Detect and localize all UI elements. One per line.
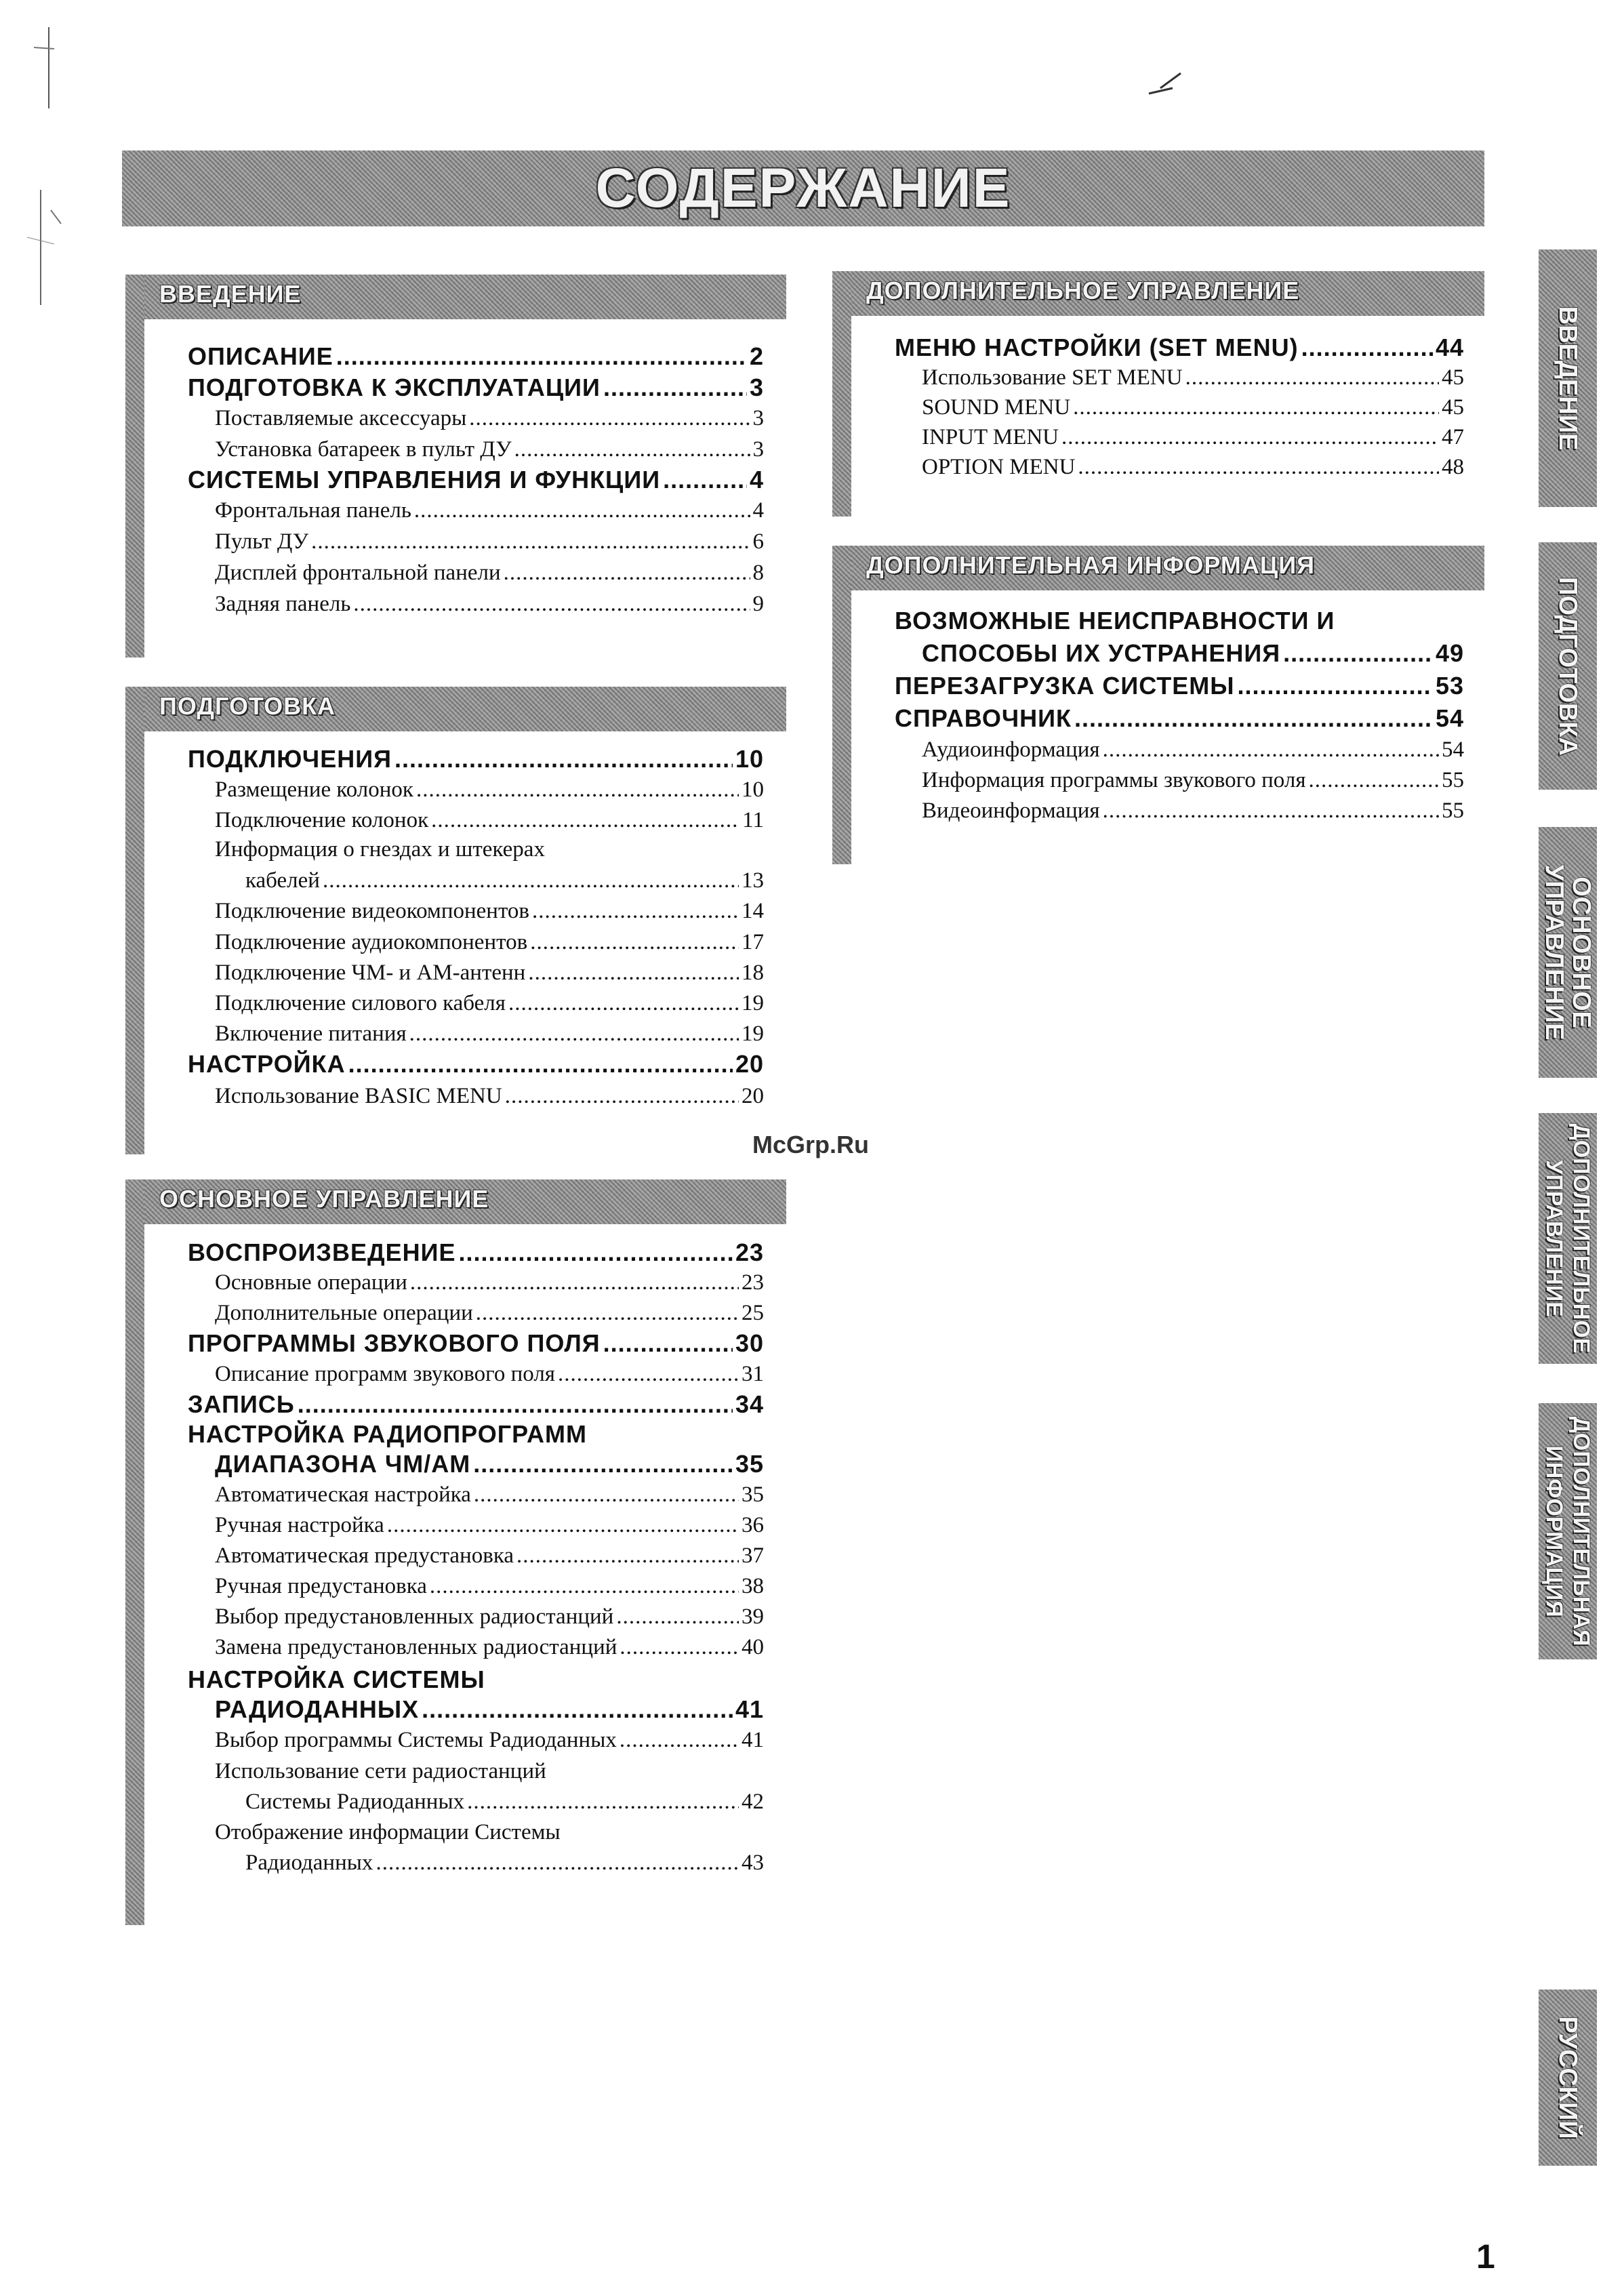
toc-entry[interactable]: СПОСОБЫ ИХ УСТРАНЕНИЯ ..... 49: [922, 639, 1464, 668]
section-header: [125, 275, 786, 319]
side-tab-preparation[interactable]: ПОДГОТОВКА: [1539, 542, 1597, 790]
section-header: [125, 687, 786, 731]
toc-entry[interactable]: ПОДГОТОВКА К ЭКСПЛУАТАЦИИ ..... 3: [188, 373, 764, 402]
section-title: ПОДГОТОВКА: [159, 692, 336, 720]
toc-subentry[interactable]: Подключение колонок ..... 11: [215, 808, 764, 833]
toc-subentry[interactable]: Включение питания ..... 19: [215, 1022, 764, 1047]
toc-subentry[interactable]: Задняя панель ..... 9: [215, 592, 764, 617]
toc-subentry[interactable]: Автоматическая предустановка ..... 37: [215, 1543, 764, 1569]
side-tab-language-russian[interactable]: РУССКИЙ: [1539, 1989, 1597, 2166]
toc-subentry[interactable]: Автоматическая настройка ..... 35: [215, 1482, 764, 1508]
toc-subentry[interactable]: Основные операции ..... 23: [215, 1270, 764, 1295]
toc-subentry[interactable]: Системы Радиоданных ..... 42: [245, 1790, 764, 1815]
toc-entry-line[interactable]: НАСТРОЙКА РАДИОПРОГРАММ: [188, 1420, 587, 1448]
toc-subentry[interactable]: Поставляемые аксессуары ..... 3: [215, 406, 764, 431]
toc-subentry[interactable]: Подключение ЧМ- и АМ-антенн ..... 18: [215, 961, 764, 986]
toc-subentry[interactable]: Пульт ДУ ..... 6: [215, 529, 764, 554]
toc-subentry[interactable]: Размещение колонок ..... 10: [215, 777, 764, 803]
pen-mark: [1145, 68, 1186, 102]
toc-subentry[interactable]: Подключение видеокомпонентов ..... 14: [215, 899, 764, 924]
toc-subentry[interactable]: OPTION MENU ..... 48: [922, 455, 1464, 480]
tab-line-2: УПРАВЛЕНИЕ: [1540, 864, 1568, 1041]
toc-subentry-line[interactable]: Использование сети радиостанций: [215, 1759, 546, 1783]
toc-subentry[interactable]: Подключение силового кабеля ..... 19: [215, 991, 764, 1016]
toc-entry-line[interactable]: ВОЗМОЖНЫЕ НЕИСПРАВНОСТИ И: [895, 607, 1335, 634]
toc-subentry[interactable]: Ручная предустановка ..... 38: [215, 1574, 764, 1599]
section-side-bar: [832, 271, 851, 517]
toc-subentry[interactable]: кабелей ..... 13: [245, 868, 764, 893]
section-header: [832, 546, 1484, 590]
toc-entry[interactable]: ДИАПАЗОНА ЧМ/АМ ..... 35: [215, 1450, 764, 1478]
toc-subentry[interactable]: Дисплей фронтальной панели ..... 8: [215, 561, 764, 586]
toc-subentry[interactable]: Видеоинформация ..... 55: [922, 799, 1464, 824]
section-header: [125, 1179, 786, 1224]
toc-entry-line[interactable]: НАСТРОЙКА СИСТЕМЫ: [188, 1665, 485, 1693]
toc-subentry[interactable]: Радиоданных ..... 43: [245, 1851, 764, 1876]
tab-line-2: УПРАВЛЕНИЕ: [1541, 1160, 1567, 1317]
toc-subentry[interactable]: Подключение аудиокомпонентов ..... 17: [215, 930, 764, 955]
section-title: ВВЕДЕНИЕ: [159, 280, 302, 308]
page-number: 1: [1476, 2238, 1495, 2276]
toc-entry[interactable]: ПРОГРАММЫ ЗВУКОВОГО ПОЛЯ ..... 30: [188, 1329, 764, 1358]
section-title: ОСНОВНОЕ УПРАВЛЕНИЕ: [159, 1185, 489, 1213]
section-side-bar: [125, 275, 144, 658]
section-side-bar: [125, 687, 144, 1154]
side-tab-additional-info[interactable]: [1539, 1403, 1597, 1659]
toc-subentry[interactable]: Аудиоинформация ..... 54: [922, 738, 1464, 763]
section-basic-operation: [125, 1179, 786, 1925]
toc-subentry[interactable]: Замена предустановленных радиостанций ..... 40: [215, 1635, 764, 1660]
toc-entry[interactable]: ВОСПРОИЗВЕДЕНИЕ ..... 23: [188, 1238, 764, 1267]
toc-entry[interactable]: СПРАВОЧНИК ..... 54: [895, 704, 1464, 733]
section-additional-info: [832, 546, 1484, 864]
toc-entry[interactable]: ПЕРЕЗАГРУЗКА СИСТЕМЫ ..... 53: [895, 672, 1464, 700]
toc-subentry[interactable]: Выбор предустановленных радиостанций ..... 39: [215, 1604, 764, 1630]
contents-title-bar: [122, 150, 1484, 226]
side-tab-basic-operation[interactable]: [1539, 827, 1597, 1078]
section-intro: [125, 275, 786, 658]
section-side-bar: [832, 546, 851, 864]
scan-edge-marks: [14, 20, 75, 312]
toc-entry[interactable]: ПОДКЛЮЧЕНИЯ ..... 10: [188, 745, 764, 773]
toc-subentry[interactable]: Описание программ звукового поля ..... 31: [215, 1362, 764, 1387]
toc-entry[interactable]: РАДИОДАННЫХ ..... 41: [215, 1695, 764, 1724]
watermark: McGrp.Ru: [752, 1131, 870, 1158]
section-advanced-operation: [832, 271, 1484, 517]
toc-entry[interactable]: СИСТЕМЫ УПРАВЛЕНИЯ И ФУНКЦИИ ..... 4: [188, 466, 764, 494]
section-title: ДОПОЛНИТЕЛЬНОЕ УПРАВЛЕНИЕ: [866, 277, 1300, 304]
toc-subentry[interactable]: Использование BASIC MENU ..... 20: [215, 1084, 764, 1109]
tab-line-1: ДОПОЛНИТЕЛЬНАЯ: [1568, 1416, 1594, 1646]
side-tab-intro[interactable]: ВВЕДЕНИЕ: [1539, 249, 1597, 507]
toc-subentry-line[interactable]: Отображение информации Системы: [215, 1820, 561, 1844]
toc-subentry[interactable]: Информация программы звукового поля ..... 55: [922, 768, 1464, 793]
toc-entry[interactable]: МЕНЮ НАСТРОЙКИ (SET MENU) ..... 44: [895, 334, 1464, 362]
section-title: ДОПОЛНИТЕЛЬНАЯ ИНФОРМАЦИЯ: [866, 551, 1315, 579]
toc-subentry[interactable]: Использование SET MENU ..... 45: [922, 365, 1464, 390]
tab-line-1: ДОПОЛНИТЕЛЬНОЕ: [1568, 1123, 1594, 1354]
section-preparation: [125, 687, 786, 1154]
toc-subentry[interactable]: Дополнительные операции ..... 25: [215, 1301, 764, 1326]
toc-subentry[interactable]: Фронтальная панель ..... 4: [215, 498, 764, 523]
tab-line-1: ОСНОВНОЕ: [1567, 876, 1596, 1028]
section-side-bar: [125, 1179, 144, 1925]
toc-subentry-line[interactable]: Информация о гнездах и штекерах: [215, 837, 545, 862]
toc-entry[interactable]: ОПИСАНИЕ ..... 2: [188, 342, 764, 371]
toc-subentry[interactable]: INPUT MENU ..... 47: [922, 425, 1464, 450]
section-header: [832, 271, 1484, 316]
side-tab-advanced-operation[interactable]: [1539, 1113, 1597, 1364]
toc-entry[interactable]: ЗАПИСЬ ..... 34: [188, 1390, 764, 1419]
toc-subentry[interactable]: Выбор программы Системы Радиоданных ..... 41: [215, 1728, 764, 1753]
toc-entry[interactable]: НАСТРОЙКА ..... 20: [188, 1050, 764, 1078]
page-title: СОДЕРЖАНИЕ: [595, 157, 1011, 219]
tab-line-2: ИНФОРМАЦИЯ: [1541, 1445, 1567, 1617]
toc-subentry[interactable]: SOUND MENU ..... 45: [922, 395, 1464, 420]
toc-subentry[interactable]: Ручная настройка ..... 36: [215, 1513, 764, 1538]
toc-subentry[interactable]: Установка батареек в пульт ДУ ..... 3: [215, 437, 764, 462]
